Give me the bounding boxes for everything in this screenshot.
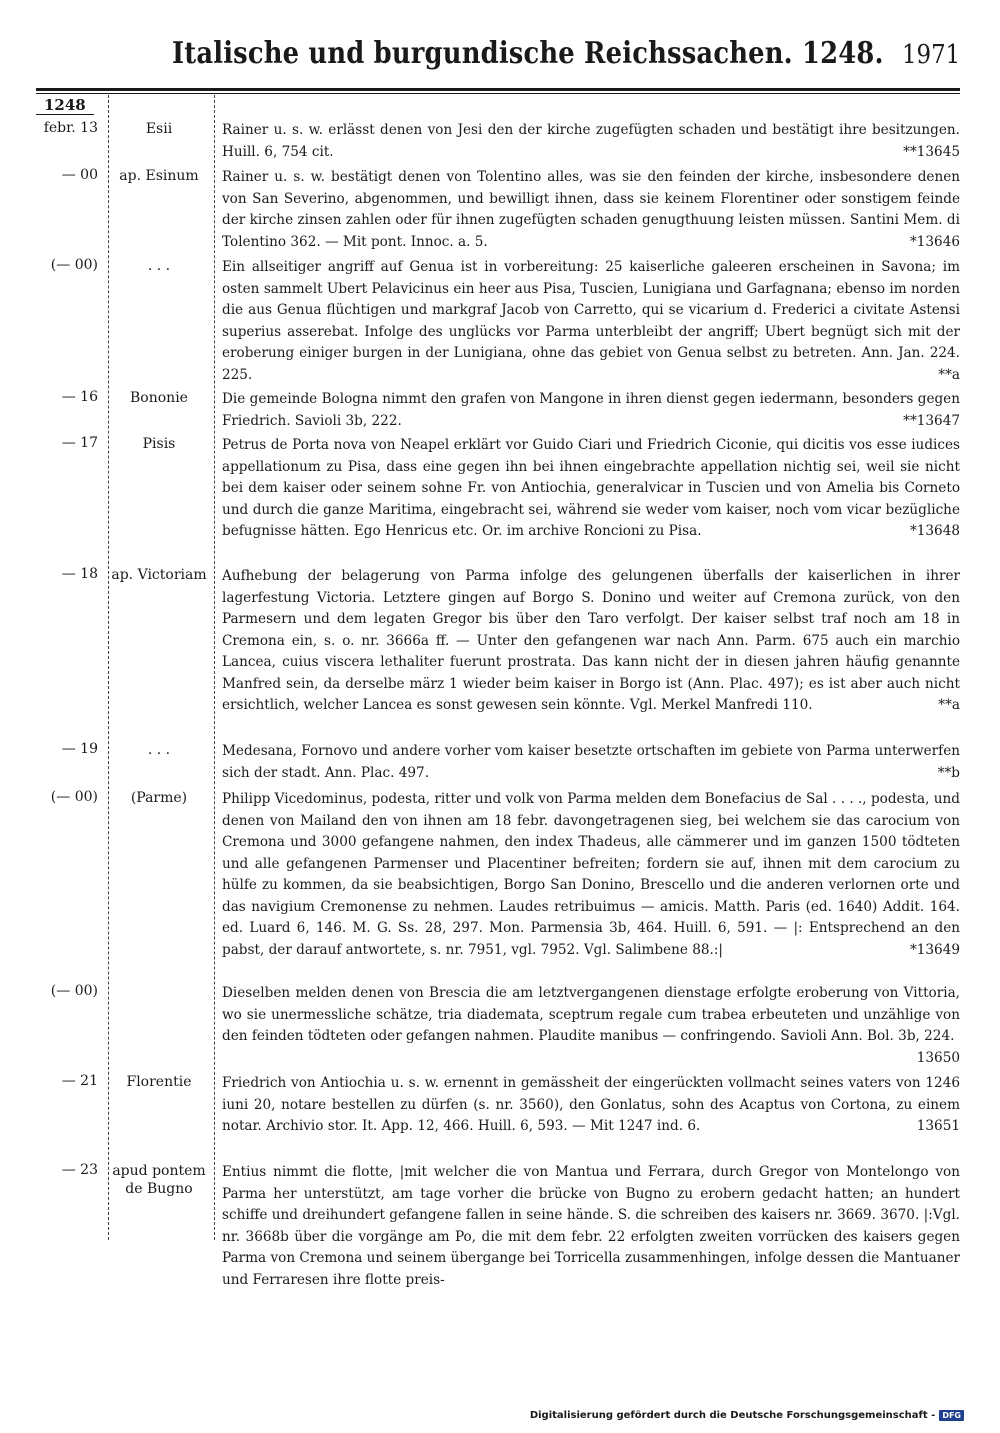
entry-text-block — [222, 389, 960, 432]
column-divider-right — [214, 95, 215, 1240]
entry-date: — 23 — [61, 1162, 98, 1178]
page-number: 1971 — [902, 40, 961, 70]
entry-number: *13646 — [909, 233, 960, 250]
entry-number: *13649 — [909, 941, 960, 958]
entry-number: **b — [937, 764, 960, 781]
dfg-logo: DFG — [939, 1410, 964, 1421]
entry-date: — 00 — [61, 167, 98, 183]
year-underline — [36, 114, 94, 115]
entry-text: Dieselben melden denen von Brescia die am letztvergangenen dienstage erfolgte eroberung von Vittoria, wo sie unermessliche schätze, tria diademata, sceptrum regale cum trabea erbeuteten und unzählige von den feinden tödteten oder gefangen nahmen. Plaudite manibus — confringendo. Savioli Ann. Bol. 3b, 224. — [222, 985, 960, 1044]
entry-date: (— 00) — [50, 983, 98, 999]
entry-text-block — [222, 741, 960, 784]
entry-text: Rainer u. s. w. bestätigt denen von Tolentino alles, was sie den feinden der kirche, insbesondere denen von San Severino, abgenommen, und bewilligt ihnen, dass sie keinem Florentiner oder sonstigem feinde der kirche zinsen zahlen oder für ihnen zugefügten schaden genugthuung leisten müssen. Santini Mem. di Tolentino 362. — Mit pont. Innoc. a. 5. — [222, 169, 960, 250]
entry-place: . . . — [147, 258, 171, 274]
footer-credit — [530, 1410, 964, 1421]
entry-number: **13647 — [903, 412, 960, 429]
entry-date: (— 00) — [50, 257, 98, 273]
page-title: Italische und burgundische Reichssachen. 1248. — [172, 36, 884, 71]
entry-text: Die gemeinde Bologna nimmt den grafen von Mangone in ihren dienst gegen iedermann, besonders gegen Friedrich. Savioli 3b, 222. — [222, 391, 960, 429]
entry-date: — 17 — [61, 435, 98, 451]
entry-number: **13645 — [903, 143, 960, 160]
year-heading: 1248 — [44, 96, 86, 114]
header-rule-thin — [36, 93, 960, 94]
entry-text: Philipp Vicedominus, podesta, ritter und volk von Parma melden dem Bonefacius de Sal . . . ., podesta, und denen von Mailand den von ihnen am 18 febr. davongetragenen sieg, bei welchem sie das carocium von Cremona und 3000 gefangene nahmen, den index Thadeus, alle cämmerer und im ganzen 1500 tödteten und alle gefangenen Parmenser und Placentiner befreiten; fordern sie auf, ihnen mit dem carocium zu hülfe zu kommen, da sie beabsichtigen, Borgo San Donino, Brescello und die anderen verlornen orte und das navigium Cremonense zu nehmen. Laudes retribuimus — amicis. Matth. Paris (ed. 1640) Addit. 164. ed. Luard 6, 146. M. G. Ss. 28, 297. Mon. Parmensia 3b, 464. Huill. 6, 591. — |: Entsprechend an den pabst, der darauf antwortete, s. nr. 7951, vgl. 7952. Vgl. Salimbene 88.:| — [222, 791, 960, 958]
entry-number: **a — [938, 697, 960, 713]
entry-place: Bononie — [130, 390, 188, 406]
entry-text-block — [222, 257, 960, 386]
entry-date: — 18 — [61, 566, 98, 582]
entry-text: Medesana, Fornovo und andere vorher vom kaiser besetzte ortschaften im gebiete von Parma unterwerfen sich der stadt. Ann. Plac. 497. — [222, 743, 960, 781]
entry-place: (Parme) — [130, 790, 188, 806]
entry-place: Florentie — [126, 1074, 192, 1090]
entry-place: Esii — [145, 121, 173, 137]
entry-text-block — [222, 789, 960, 961]
entry-text-block — [222, 167, 960, 253]
entry-number: 13651 — [916, 1118, 960, 1134]
entry-place: ap. Esinum — [119, 168, 199, 184]
entry-text-block — [222, 435, 960, 543]
entry-date: — 21 — [61, 1073, 98, 1089]
entry-number: **a — [938, 366, 960, 383]
entry-number: *13648 — [909, 523, 960, 539]
entry-date: — 19 — [61, 741, 98, 757]
entry-text: Aufhebung der belagerung von Parma infolge des gelungenen überfalls der kaiserlichen in ihrer lagerfestung Victoria. Letztere gingen auf Borgo S. Donino und weiter auf Cremona zurück, von den Parmesern und dem legaten Gregor bis über den Taro verfolgt. Der kaiser selbst traf noch am 18 in Cremona ein, s. o. nr. 3666a ff. — Unter den gefangenen war nach Ann. Parm. 675 auch ein marchio Lancea, cuius viscera lethaliter fuerunt prostrata. Das kann nicht der in diesen jahren häufig genannte Manfred sein, da derselbe märz 1 wieder beim kaiser in Borgo ist (Ann. Plac. 497); es ist aber auch nicht ersichtlich, welcher Lancea es sonst gewesen sein könnte. Vgl. Merkel Manfredi 110. — [222, 568, 960, 713]
entry-place: . . . — [147, 742, 171, 758]
entry-text-block — [222, 1073, 960, 1138]
footer-text: Digitalisierung gefördert durch die Deutsche Forschungsgemeinschaft - — [529, 1410, 936, 1421]
entry-text: Petrus de Porta nova von Neapel erklärt vor Guido Ciari und Friedrich Ciconie, qui dicitis vos esse iudices appellationum zu Pisa, dass eine gegen ihn bei ihnen eingebrachte appellation nichtig sei, weil sie nicht bei dem kaiser oder seinem sohne Fr. von Antiochia, generalvicar in Tuscien und von Amelia bis Corneto und durch die ganze Maritima, eingebracht sei, während sie weder vom kaiser, noch vom vicar bezügliche befugnisse hätten. Ego Henricus etc. Or. im archive Roncioni zu Pisa. — [222, 437, 960, 539]
entry-place: ap. Victoriam — [111, 567, 207, 583]
entry-text: Ein allseitiger angriff auf Genua ist in vorbereitung: 25 kaiserliche galeeren erscheinen in Savona; im osten sammelt Ubert Pelavicinus ein heer aus Pisa, Tuscien, Lunigiana und Garfagnana; ebenso im norden die aus Genua flüchtigen und markgraf Jacob von Carretto, qui se vicarium d. Frederici a civitate Astensi superius asserebat. Infolge des unglücks vor Parma unterbleibt der angriff; Ubert begnügt sich mit der eroberung einiger burgen in der Lunigiana, ohne das gebiet von Genua selbst zu betreten. Ann. Jan. 224. 225. — [222, 259, 960, 383]
entry-place: apud pontem de Bugno — [112, 1163, 206, 1197]
entry-text: Entius nimmt die flotte, |mit welcher die von Mantua und Ferrara, durch Gregor von Montelongo von Parma her unterstützt, am tage vorher die brücke von Bugno zu erobern gedacht hatten; an hundert schiffe und dreihundert gefangene fallen in seine hände. S. die schreiben des kaisers nr. 3669. 3670. |:Vgl. nr. 3668b über die vorgänge am Po, die mit dem febr. 22 erfolgten zweiten vorrücken des kaisers gegen Parma von Cremona und seinem übergange bei Torricella zusammenhingen, infolge dessen die Mantuaner und Ferraresen ihre flotte preis- — [222, 1164, 960, 1288]
entry-date: (— 00) — [50, 789, 98, 805]
entry-text-block — [222, 566, 960, 717]
entry-place: Pisis — [142, 436, 176, 452]
entry-text-block — [222, 983, 960, 1069]
entry-text-block — [222, 1162, 960, 1291]
entry-text-block — [222, 120, 960, 163]
entry-text: Friedrich von Antiochia u. s. w. ernennt in gemässheit der eingerückten vollmacht seines vaters von 1246 iuni 20, notare bestellen zu dürfen (s. nr. 3560), den Gonlatus, sohn des Acaptus von Cortona, zu einem notar. Archivio stor. It. App. 12, 466. Huill. 6, 593. — Mit 1247 ind. 6. — [222, 1075, 960, 1134]
entry-text: Rainer u. s. w. erlässt denen von Jesi den der kirche zugefügten schaden und bestätigt ihre besitzungen. Huill. 6, 754 cit. — [222, 122, 960, 160]
entry-date: — 16 — [61, 389, 98, 405]
header-rule-thick — [36, 88, 960, 91]
entry-number: 13650 — [916, 1049, 960, 1066]
entry-date: febr. 13 — [43, 120, 98, 136]
